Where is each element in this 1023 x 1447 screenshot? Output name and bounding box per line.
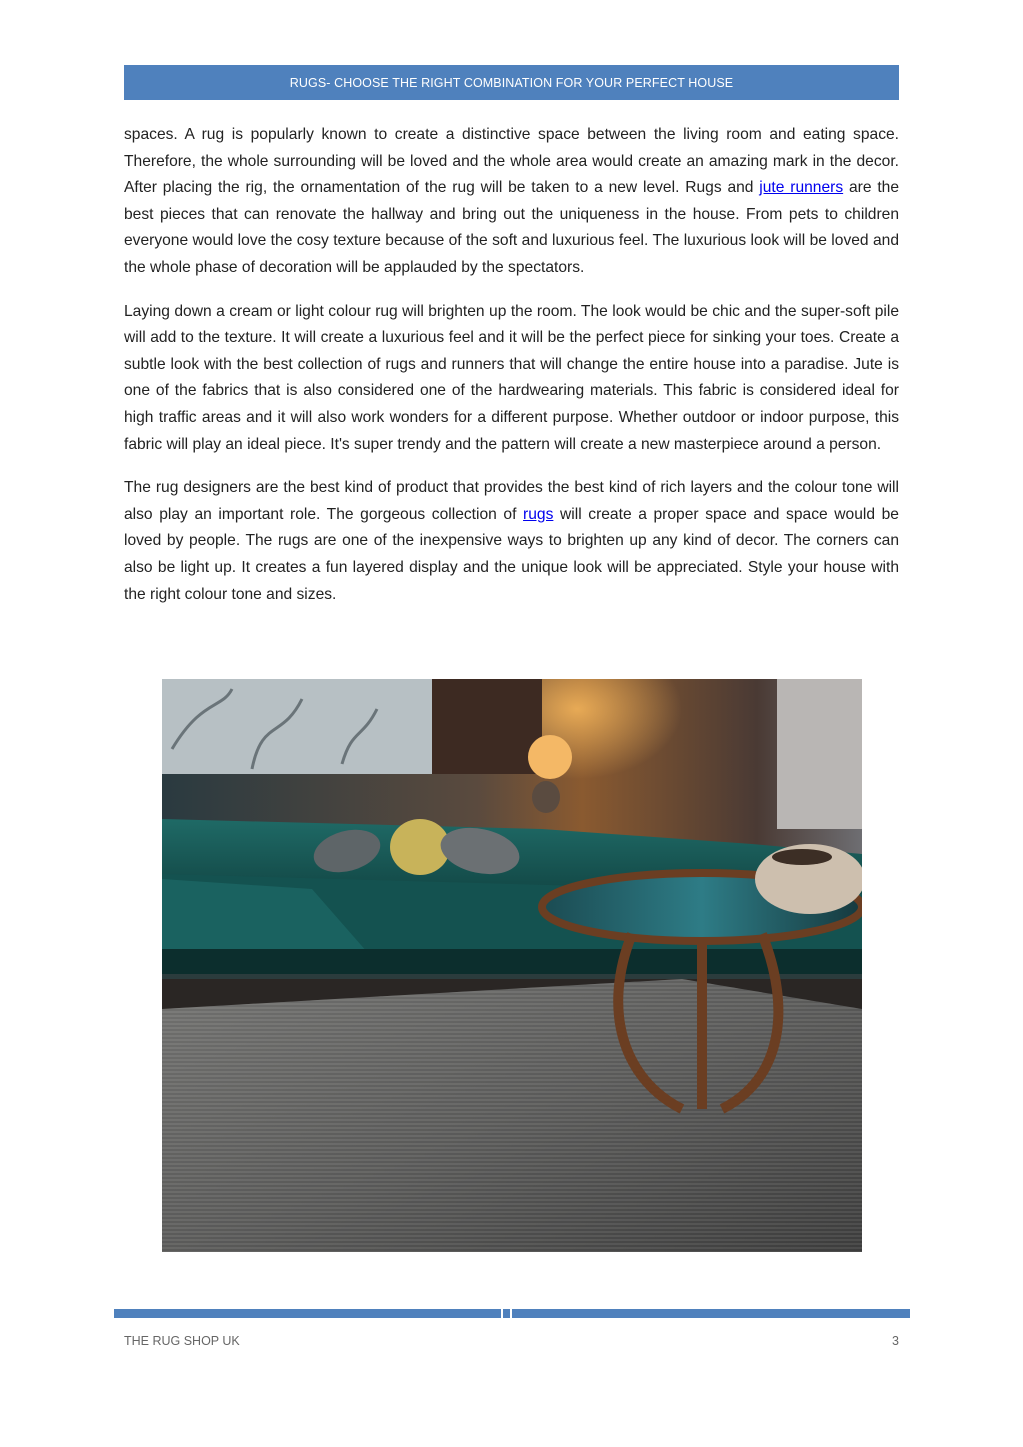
page-number: 3 [892, 1334, 899, 1348]
sofa-skirt [162, 949, 862, 974]
rugs-link[interactable]: rugs [523, 505, 554, 523]
footer-company-name: THE RUG SHOP UK [124, 1334, 240, 1348]
window-light [777, 679, 862, 829]
paragraph-2: Laying down a cream or light colour rug will brighten up the room. The look would be chic and the super-soft pile will add to the texture. It will create a luxurious feel and it will be the perfect piece for sinking your toes. Create a subtle look with the best collection of rugs and runners that will change the entire house into a paradise. Jute is one of the fabrics that is also considered one of the hardwearing materials. This fabric is considered ideal for high traffic areas and it will also work wonders for a different purpose. Whether outdoor or indoor purpose, this fabric will play an ideal piece. It's super trendy and the pattern will create a new masterpiece around a person. [124, 302, 899, 453]
footer-rule [114, 1309, 910, 1318]
jute-runners-link[interactable]: jute runners [759, 179, 844, 197]
lamp-base [532, 781, 560, 813]
wall-art-panel [162, 679, 432, 774]
page-header-band [124, 65, 899, 100]
page-header-title: RUGS- CHOOSE THE RIGHT COMBINATION FOR YOUR PERFECT HOUSE [289, 75, 734, 90]
paragraph-3 [124, 475, 899, 608]
paragraph-1-text-a: spaces. A rug is popularly known to create a distinctive space between the living room and eating space. Therefore, the whole surrounding will be loved and the whole area would create an amazing mark in the decor. After placing the rig, the ornamentation of the rug will be taken to a new level. Rugs and [124, 126, 899, 197]
paragraph-1 [124, 122, 899, 282]
paragraph-3-text-b: will create a proper space and space would be loved by people. The rugs are one of the inexpensive ways to brighten up any kind of decor. The corners can also be light up. It creates a fun layered display and the unique look will be appreciated. Style your house with the right colour tone and sizes. [124, 505, 899, 603]
article-body [124, 122, 899, 625]
lamp-shade [528, 735, 572, 779]
paragraph-1-text-b: are the best pieces that can renovate the hallway and bring out the uniqueness in the house. From pets to children everyone would love the cosy texture because of the soft and luxurious feel. The luxurious look will be loved and the whole phase of decoration will be applauded by the spectators. [124, 179, 899, 276]
living-room-rug-photo [162, 679, 862, 1252]
paragraph-3-text-a: The rug designers are the best kind of product that provides the best kind of rich layers and the colour tone will also play an important role. The gorgeous collection of [124, 479, 899, 523]
